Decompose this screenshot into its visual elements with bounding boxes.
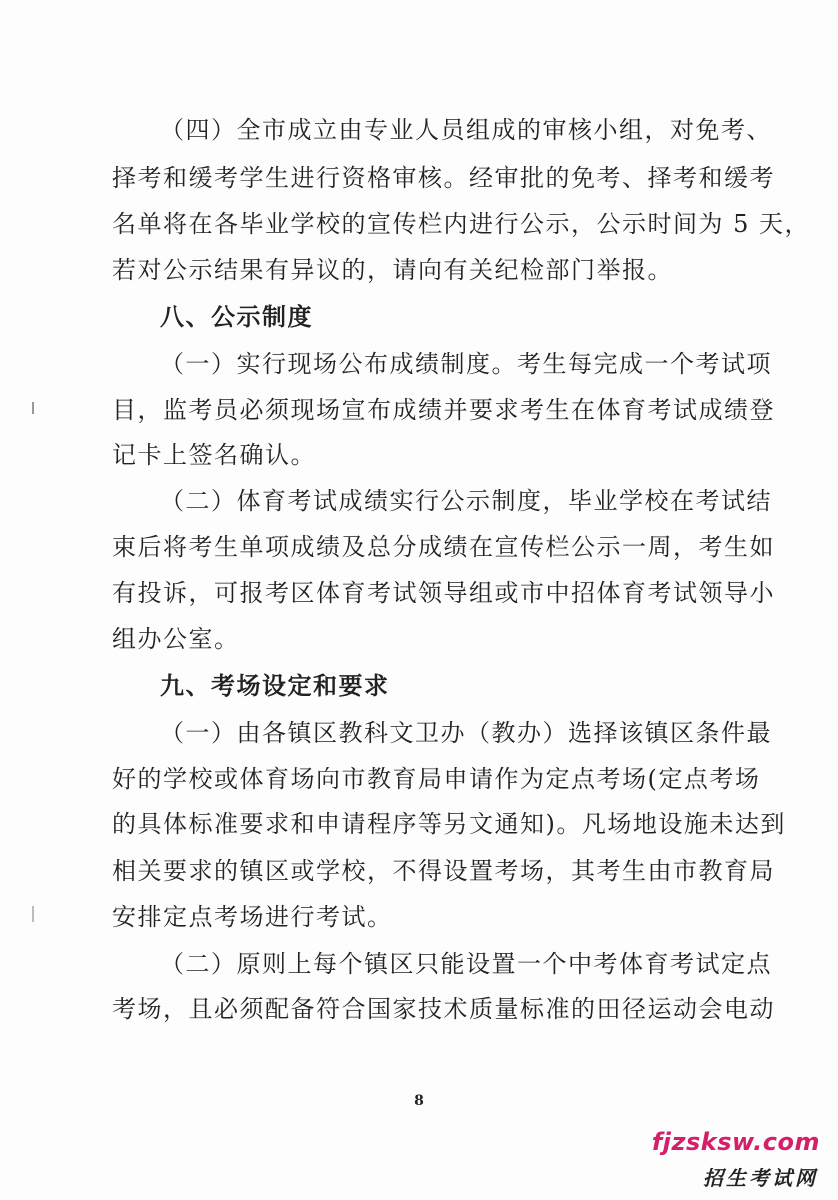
- paragraph-line: 择考和缓考学生进行资格审核。经审批的免考、择考和缓考: [112, 164, 775, 192]
- paragraph-line: 安排定点考场进行考试。: [112, 903, 393, 931]
- paragraph-line: 组办公室。: [112, 625, 240, 653]
- scan-mark: [32, 402, 34, 414]
- section-heading: 九、考场设定和要求: [160, 671, 390, 700]
- watermark: [646, 1128, 826, 1192]
- paragraph-line: 若对公示结果有异议的，请向有关纪检部门举报。: [112, 256, 673, 284]
- watermark-subtitle: 招生考试网: [703, 1166, 818, 1190]
- paragraph-line: （二）原则上每个镇区只能设置一个中考体育考试定点: [160, 950, 772, 978]
- paragraph-line: （二）体育考试成绩实行公示制度，毕业学校在考试结: [160, 487, 772, 515]
- section-heading: 八、公示制度: [160, 302, 313, 331]
- watermark-logo: fjzsksw.com: [651, 1128, 820, 1156]
- paragraph-line: 的具体标准要求和申请程序等另文通知)。凡场地设施未达到: [112, 810, 786, 838]
- paragraph-line: 名单将在各毕业学校的宣传栏内进行公示，公示时间为 5 天，: [112, 210, 811, 238]
- paragraph-line: 相关要求的镇区或学校，不得设置考场，其考生由市教育局: [112, 857, 775, 885]
- page-number: 8: [414, 1093, 424, 1109]
- scan-mark: [32, 906, 34, 922]
- paragraph-line: （四）全市成立由专业人员组成的审核小组，对免考、: [160, 116, 772, 144]
- paragraph-line: 有投诉，可报考区体育考试领导组或市中招体育考试领导小: [112, 579, 775, 607]
- paragraph-line: 好的学校或体育场向市教育局申请作为定点考场(定点考场: [112, 765, 761, 793]
- paragraph-line: 考场，且必须配备符合国家技术质量标准的田径运动会电动: [112, 995, 775, 1023]
- paragraph-line: 目，监考员必须现场宣布成绩并要求考生在体育考试成绩登: [112, 396, 775, 424]
- paragraph-line: （一）由各镇区教科文卫办（教办）选择该镇区条件最: [160, 719, 772, 747]
- paragraph-line: 束后将考生单项成绩及总分成绩在宣传栏公示一周，考生如: [112, 533, 775, 561]
- paragraph-line: （一）实行现场公布成绩制度。考生每完成一个考试项: [160, 350, 772, 378]
- paragraph-line: 记卡上签名确认。: [112, 441, 316, 469]
